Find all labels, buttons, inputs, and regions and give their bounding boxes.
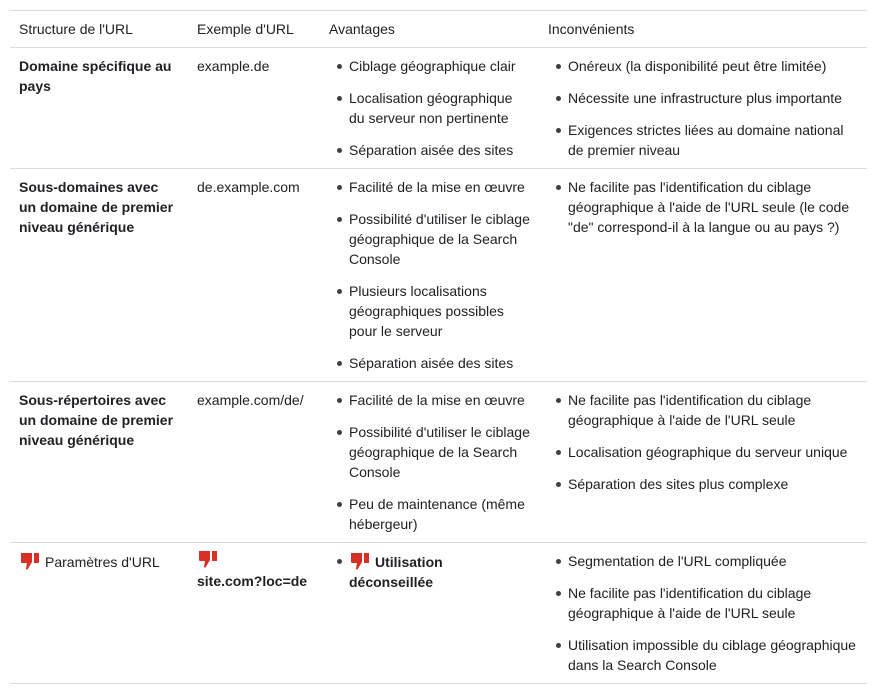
list-item: Onéreux (la disponibilité peut être limitée) [548, 56, 858, 76]
structure-cell [10, 543, 188, 684]
table-row [10, 543, 867, 684]
structure-label: Paramètres d'URL [45, 554, 160, 570]
structure-cell: Sous-répertoires avec un domaine de premier niveau générique [10, 382, 188, 543]
table-row [10, 382, 867, 543]
thumbs-down-icon [19, 551, 41, 571]
list-item: Utilisation impossible du ciblage géographique dans la Search Console [548, 635, 858, 675]
list-item: Séparation des sites plus complexe [548, 474, 858, 494]
list-item: Ciblage géographique clair [329, 56, 530, 76]
structure-cell: Domaine spécifique au pays [10, 48, 188, 169]
list-item [329, 551, 530, 592]
list-item: Plusieurs localisations géographiques possibles pour le serveur [329, 281, 530, 341]
not-recommended-label: Utilisation déconseillée [349, 554, 443, 590]
header-advantages: Avantages [320, 11, 539, 48]
advantages-cell [320, 169, 539, 382]
list-item: Segmentation de l'URL compliquée [548, 551, 858, 571]
list-item: Exigences strictes liées au domaine national de premier niveau [548, 120, 858, 160]
list-item: Séparation aisée des sites [329, 353, 530, 373]
advantages-cell [320, 543, 539, 684]
thumbs-down-icon [197, 549, 219, 569]
table-row [10, 169, 867, 382]
example-label: site.com?loc=de [197, 573, 308, 589]
table-row [10, 48, 867, 169]
thumbs-down-icon [349, 551, 371, 571]
list-item: Facilité de la mise en œuvre [329, 390, 530, 410]
list-item: Peu de maintenance (même hébergeur) [329, 494, 530, 534]
list-item: Facilité de la mise en œuvre [329, 177, 530, 197]
example-cell: example.de [188, 48, 320, 169]
header-disadvantages: Inconvénients [539, 11, 867, 48]
list-item: Ne facilite pas l'identification du ciblage géographique à l'aide de l'URL seule [548, 583, 858, 623]
table-header-row [10, 11, 867, 48]
list-item: Ne facilite pas l'identification du ciblage géographique à l'aide de l'URL seule (le code "de" correspond-il à la langue ou au pays ?) [548, 177, 858, 237]
example-cell: de.example.com [188, 169, 320, 382]
structure-cell: Sous-domaines avec un domaine de premier niveau générique [10, 169, 188, 382]
url-structure-table [10, 10, 867, 684]
advantages-cell [320, 382, 539, 543]
list-item: Possibilité d'utiliser le ciblage géographique de la Search Console [329, 209, 530, 269]
list-item: Séparation aisée des sites [329, 140, 530, 160]
disadvantages-cell [539, 169, 867, 382]
list-item: Ne facilite pas l'identification du ciblage géographique à l'aide de l'URL seule [548, 390, 858, 430]
advantages-cell [320, 48, 539, 169]
list-item: Localisation géographique du serveur unique [548, 442, 858, 462]
header-example: Exemple d'URL [188, 11, 320, 48]
list-item: Possibilité d'utiliser le ciblage géographique de la Search Console [329, 422, 530, 482]
list-item: Localisation géographique du serveur non pertinente [329, 88, 530, 128]
example-cell: example.com/de/ [188, 382, 320, 543]
header-structure: Structure de l'URL [10, 11, 188, 48]
disadvantages-cell [539, 543, 867, 684]
example-cell [188, 543, 320, 684]
list-item: Nécessite une infrastructure plus importante [548, 88, 858, 108]
disadvantages-cell [539, 48, 867, 169]
disadvantages-cell [539, 382, 867, 543]
